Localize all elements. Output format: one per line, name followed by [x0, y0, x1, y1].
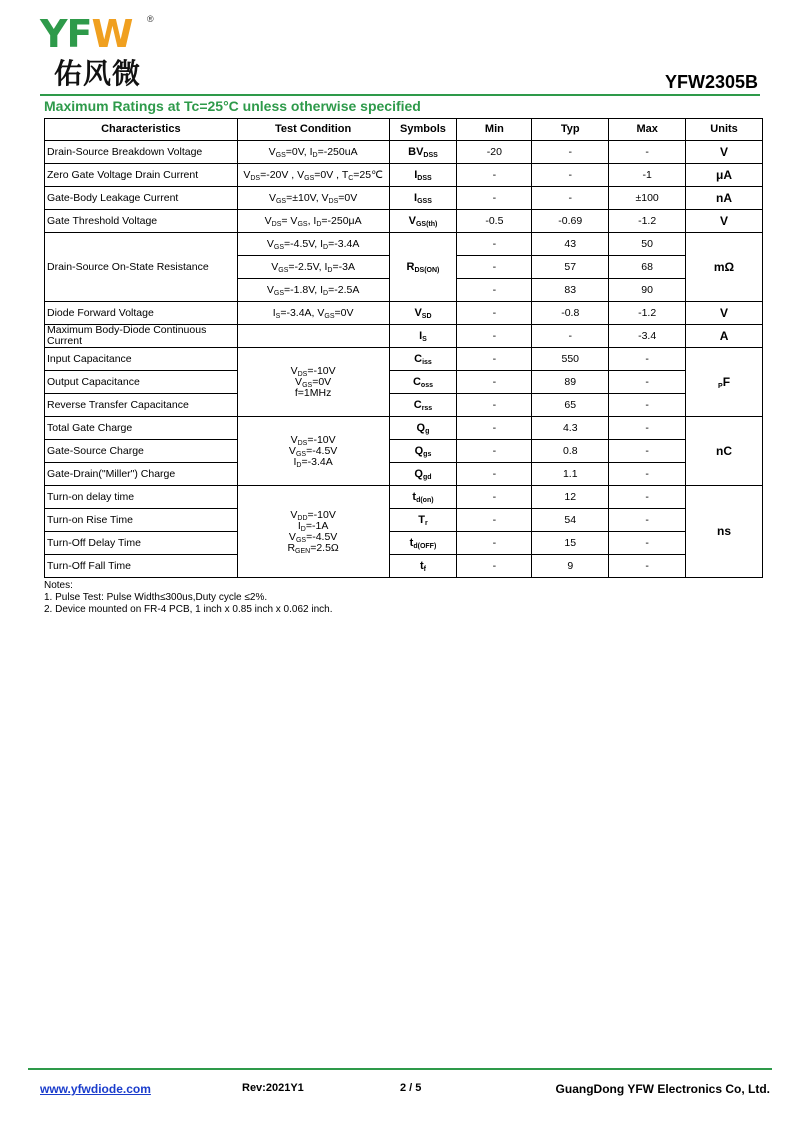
typ-cell: -: [532, 164, 609, 187]
symbol-cell: $Q_{gd}$: [389, 463, 457, 486]
min-cell: -: [457, 348, 532, 371]
symbol-cell: $C_{rss}$: [389, 394, 457, 417]
company-logo: [40, 14, 155, 94]
typ-cell: 89: [532, 371, 609, 394]
min-cell: -: [457, 532, 532, 555]
table-row: [45, 164, 763, 187]
unit-cell: V: [686, 302, 763, 325]
header-divider: [40, 94, 760, 96]
max-cell: -: [609, 371, 686, 394]
characteristic-cell: Input Capacitance: [45, 348, 238, 371]
test-condition-cell: $I_S=-3.4A$, $V_{GS}=0V$: [237, 302, 389, 325]
typ-cell: -: [532, 141, 609, 164]
max-cell: -: [609, 417, 686, 440]
table-row: [45, 302, 763, 325]
typ-cell: 83: [532, 279, 609, 302]
min-cell: -: [457, 256, 532, 279]
test-condition-cell: $V_{DD}=-10V$ $I_D=-1A$ $V_{GS}=-4.5V$ $R_{GEN}=2.5\Omega$: [237, 486, 389, 578]
table-row: [45, 233, 763, 256]
table-row: [45, 532, 763, 555]
max-cell: -: [609, 440, 686, 463]
logo-chinese-name: 佑风微: [54, 57, 142, 90]
typ-cell: -: [532, 187, 609, 210]
symbol-cell: $R_{DS(ON)}$: [389, 233, 457, 302]
test-condition-cell: [237, 325, 389, 348]
max-cell: -: [609, 463, 686, 486]
max-cell: 50: [609, 233, 686, 256]
min-cell: -: [457, 394, 532, 417]
min-cell: -0.5: [457, 210, 532, 233]
test-condition-cell: $V_{DS}= V_{GS}$, $I_D=-250\mu A$: [237, 210, 389, 233]
unit-cell: μA: [686, 164, 763, 187]
symbol-cell: $V_{GS(th)}$: [389, 210, 457, 233]
max-cell: -1.2: [609, 302, 686, 325]
min-cell: -: [457, 555, 532, 578]
characteristic-cell: Turn-Off Delay Time: [45, 532, 238, 555]
unit-cell: nC: [686, 417, 763, 486]
notes-title: Notes:: [44, 580, 73, 591]
characteristic-cell: Turn-on Rise Time: [45, 509, 238, 532]
symbol-cell: $t_{d(OFF)}$: [389, 532, 457, 555]
revision: Rev:2021Y1: [242, 1082, 304, 1094]
page-number: 2 / 5: [400, 1082, 422, 1094]
test-condition-cell: $V_{GS}=-2.5V$, $I_D=-3A$: [237, 256, 389, 279]
max-cell: -: [609, 486, 686, 509]
characteristic-cell: Gate Threshold Voltage: [45, 210, 238, 233]
typ-cell: 550: [532, 348, 609, 371]
min-cell: -: [457, 325, 532, 348]
symbol-cell: $T_r$: [389, 509, 457, 532]
max-cell: 68: [609, 256, 686, 279]
characteristic-cell: Zero Gate Voltage Drain Current: [45, 164, 238, 187]
characteristic-cell: Turn-on delay time: [45, 486, 238, 509]
table-header-row: [45, 119, 763, 141]
note-item: 1. Pulse Test: Pulse Width≤300us,Duty cycle ≤2%.: [44, 592, 268, 603]
table-row: [45, 210, 763, 233]
min-cell: -: [457, 509, 532, 532]
col-header-characteristics: Characteristics: [45, 119, 238, 141]
min-cell: -: [457, 371, 532, 394]
min-cell: -: [457, 279, 532, 302]
characteristic-cell: Total Gate Charge: [45, 417, 238, 440]
test-condition-cell: $V_{GS}=0V$, $I_D=-250uA$: [237, 141, 389, 164]
logo-wordmark: YFW: [40, 12, 133, 56]
table-row: [45, 486, 763, 509]
col-header-typ: Typ: [532, 119, 609, 141]
registered-mark: ®: [147, 14, 154, 24]
min-cell: -: [457, 463, 532, 486]
symbol-cell: $BV_{DSS}$: [389, 141, 457, 164]
test-condition-cell: $V_{GS}=\pm 10V$, $V_{DS}=0V$: [237, 187, 389, 210]
notes: [44, 580, 333, 616]
symbol-cell: $I_{GSS}$: [389, 187, 457, 210]
table-row: [45, 325, 763, 348]
typ-cell: 54: [532, 509, 609, 532]
max-cell: -: [609, 141, 686, 164]
characteristic-cell: Output Capacitance: [45, 371, 238, 394]
table-row: [45, 463, 763, 486]
max-cell: -1.2: [609, 210, 686, 233]
footer-divider: [28, 1068, 772, 1070]
characteristic-cell: Turn-Off Fall Time: [45, 555, 238, 578]
min-cell: -: [457, 302, 532, 325]
table-row: [45, 555, 763, 578]
symbol-cell: $C_{iss}$: [389, 348, 457, 371]
unit-cell: V: [686, 141, 763, 164]
max-cell: -: [609, 532, 686, 555]
part-number: YFW2305B: [664, 72, 758, 92]
symbol-cell: $C_{oss}$: [389, 371, 457, 394]
max-cell: -: [609, 394, 686, 417]
max-cell: -: [609, 509, 686, 532]
test-condition-cell: $V_{DS}=-20V$ , $V_{GS}=0V$ , $T_C=25℃$: [237, 164, 389, 187]
typ-cell: -0.8: [532, 302, 609, 325]
table-row: [45, 187, 763, 210]
unit-cell: mΩ: [686, 233, 763, 302]
typ-cell: 0.8: [532, 440, 609, 463]
typ-cell: -0.69: [532, 210, 609, 233]
test-condition-cell: $V_{GS}=-1.8V$, $I_D=-2.5A$: [237, 279, 389, 302]
typ-cell: 57: [532, 256, 609, 279]
table-row: [45, 417, 763, 440]
characteristic-cell: Gate-Drain("Miller") Charge: [45, 463, 238, 486]
website-link[interactable]: www.yfwdiode.com: [40, 1082, 151, 1096]
min-cell: -20: [457, 141, 532, 164]
table-row: [45, 440, 763, 463]
typ-cell: 15: [532, 532, 609, 555]
table-row: [45, 509, 763, 532]
min-cell: -: [457, 164, 532, 187]
typ-cell: 43: [532, 233, 609, 256]
test-condition-cell: $V_{DS}=-10V$ $V_{GS}=-4.5V$ $I_D=-3.4A$: [237, 417, 389, 486]
min-cell: -: [457, 417, 532, 440]
typ-cell: 12: [532, 486, 609, 509]
max-cell: -: [609, 555, 686, 578]
characteristic-cell: Gate-Source Charge: [45, 440, 238, 463]
table-row: [45, 371, 763, 394]
symbol-cell: $t_f$: [389, 555, 457, 578]
min-cell: -: [457, 440, 532, 463]
typ-cell: 1.1: [532, 463, 609, 486]
note-item: 2. Device mounted on FR-4 PCB, 1 inch x 0.85 inch x 0.062 inch.: [44, 604, 333, 615]
typ-cell: 9: [532, 555, 609, 578]
electrical-characteristics-table: [44, 118, 763, 578]
unit-cell: ns: [686, 486, 763, 578]
characteristic-cell: Drain-Source On-State Resistance: [45, 233, 238, 302]
col-header-symbols: Symbols: [389, 119, 457, 141]
table-row: [45, 141, 763, 164]
max-cell: ±100: [609, 187, 686, 210]
typ-cell: -: [532, 325, 609, 348]
max-cell: -1: [609, 164, 686, 187]
typ-cell: 4.3: [532, 417, 609, 440]
col-header-test-condition: Test Condition: [237, 119, 389, 141]
col-header-max: Max: [609, 119, 686, 141]
characteristic-cell: Diode Forward Voltage: [45, 302, 238, 325]
col-header-min: Min: [457, 119, 532, 141]
max-cell: 90: [609, 279, 686, 302]
symbol-cell: $I_S$: [389, 325, 457, 348]
symbol-cell: $t_{d(on)}$: [389, 486, 457, 509]
max-cell: -3.4: [609, 325, 686, 348]
symbol-cell: $Q_{gs}$: [389, 440, 457, 463]
col-header-units: Units: [686, 119, 763, 141]
unit-cell: nA: [686, 187, 763, 210]
test-condition-cell: $V_{GS}=-4.5V$, $I_D=-3.4A$: [237, 233, 389, 256]
typ-cell: 65: [532, 394, 609, 417]
company-name: GuangDong YFW Electronics Co, Ltd.: [555, 1082, 770, 1096]
unit-cell: A: [686, 325, 763, 348]
symbol-cell: $I_{DSS}$: [389, 164, 457, 187]
unit-cell: $_P$F: [686, 348, 763, 417]
table-row: [45, 348, 763, 371]
symbol-cell: $V_{SD}$: [389, 302, 457, 325]
characteristic-cell: Drain-Source Breakdown Voltage: [45, 141, 238, 164]
test-condition-cell: $V_{DS}=-10V$ $V_{GS}=0V$ f=1MHz: [237, 348, 389, 417]
min-cell: -: [457, 486, 532, 509]
symbol-cell: $Q_g$: [389, 417, 457, 440]
characteristic-cell: Maximum Body-Diode Continuous Current: [45, 325, 238, 348]
min-cell: -: [457, 233, 532, 256]
characteristic-cell: Reverse Transfer Capacitance: [45, 394, 238, 417]
unit-cell: V: [686, 210, 763, 233]
max-cell: -: [609, 348, 686, 371]
min-cell: -: [457, 187, 532, 210]
characteristic-cell: Gate-Body Leakage Current: [45, 187, 238, 210]
section-title: Maximum Ratings at Tc=25°C unless otherwise specified: [44, 98, 421, 114]
table-row: [45, 394, 763, 417]
